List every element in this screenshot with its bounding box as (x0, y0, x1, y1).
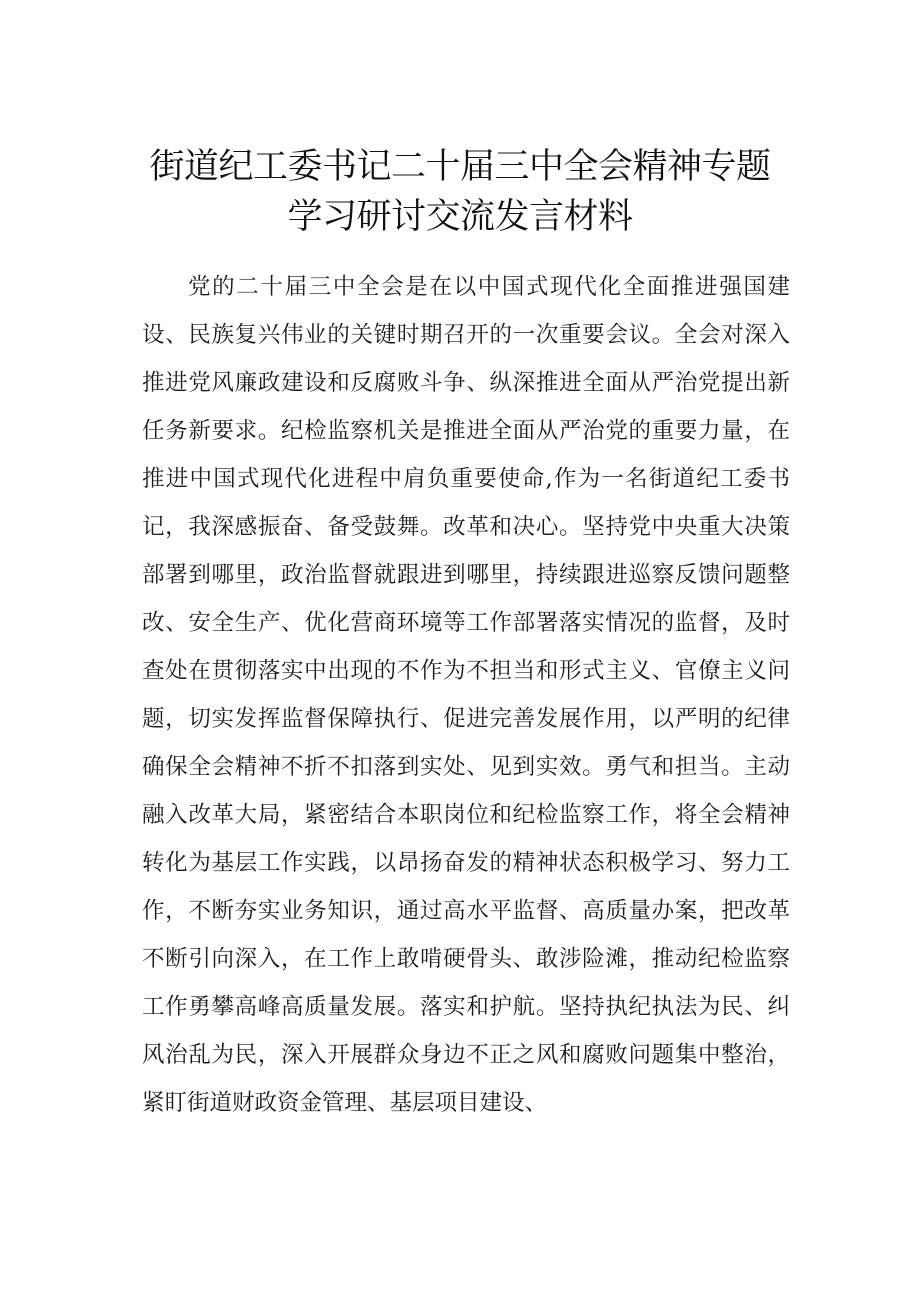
body-text-line: 工作勇攀高峰高质量发展。落实和护航。坚持执纪执法为民、纠 (142, 994, 790, 1020)
body-text-line: 推进党风廉政建设和反腐败斗争、纵深推进全面从严治党提出新 (142, 370, 790, 396)
body-text-line: 风治乱为民，深入开展群众身边不正之风和腐败问题集中整治， (142, 1042, 790, 1068)
body-text-line: 党的二十届三中全会是在以中国式现代化全面推进强国建 (188, 274, 790, 300)
body-text-line: 确保全会精神不折不扣落到实处、见到实效。勇气和担当。主动 (142, 754, 790, 780)
document-title-line-1: 街道纪工委书记二十届三中全会精神专题 (149, 147, 771, 187)
body-text-line: 部署到哪里，政治监督就跟进到哪里，持续跟进巡察反馈问题整 (142, 562, 790, 588)
document-title-line-2: 学习研讨交流发言材料 (287, 197, 633, 237)
body-text-line: 转化为基层工作实践，以昂扬奋发的精神状态积极学习、努力工 (142, 850, 790, 876)
body-text-line: 改、安全生产、优化营商环境等工作部署落实情况的监督，及时 (142, 610, 790, 636)
body-text-line: 任务新要求。纪检监察机关是推进全面从严治党的重要力量，在 (142, 418, 790, 444)
body-text-line: 作，不断夯实业务知识，通过高水平监督、高质量办案，把改革 (142, 898, 790, 924)
body-text-line: 推进中国式现代化进程中肩负重要使命,作为一名街道纪工委书 (142, 466, 790, 492)
body-text-line: 紧盯街道财政资金管理、基层项目建设、 (142, 1090, 548, 1116)
body-text-line: 不断引向深入，在工作上敢啃硬骨头、敢涉险滩，推动纪检监察 (142, 946, 790, 972)
body-text-line: 融入改革大局，紧密结合本职岗位和纪检监察工作，将全会精神 (142, 802, 790, 828)
body-text-line: 设、民族复兴伟业的关键时期召开的一次重要会议。全会对深入 (142, 322, 790, 348)
body-text-line: 记，我深感振奋、备受鼓舞。改革和决心。坚持党中央重大决策 (142, 514, 790, 540)
body-text-line: 题，切实发挥监督保障执行、促进完善发展作用，以严明的纪律 (142, 706, 790, 732)
body-text-line: 查处在贯彻落实中出现的不作为不担当和形式主义、官僚主义问 (142, 658, 790, 684)
